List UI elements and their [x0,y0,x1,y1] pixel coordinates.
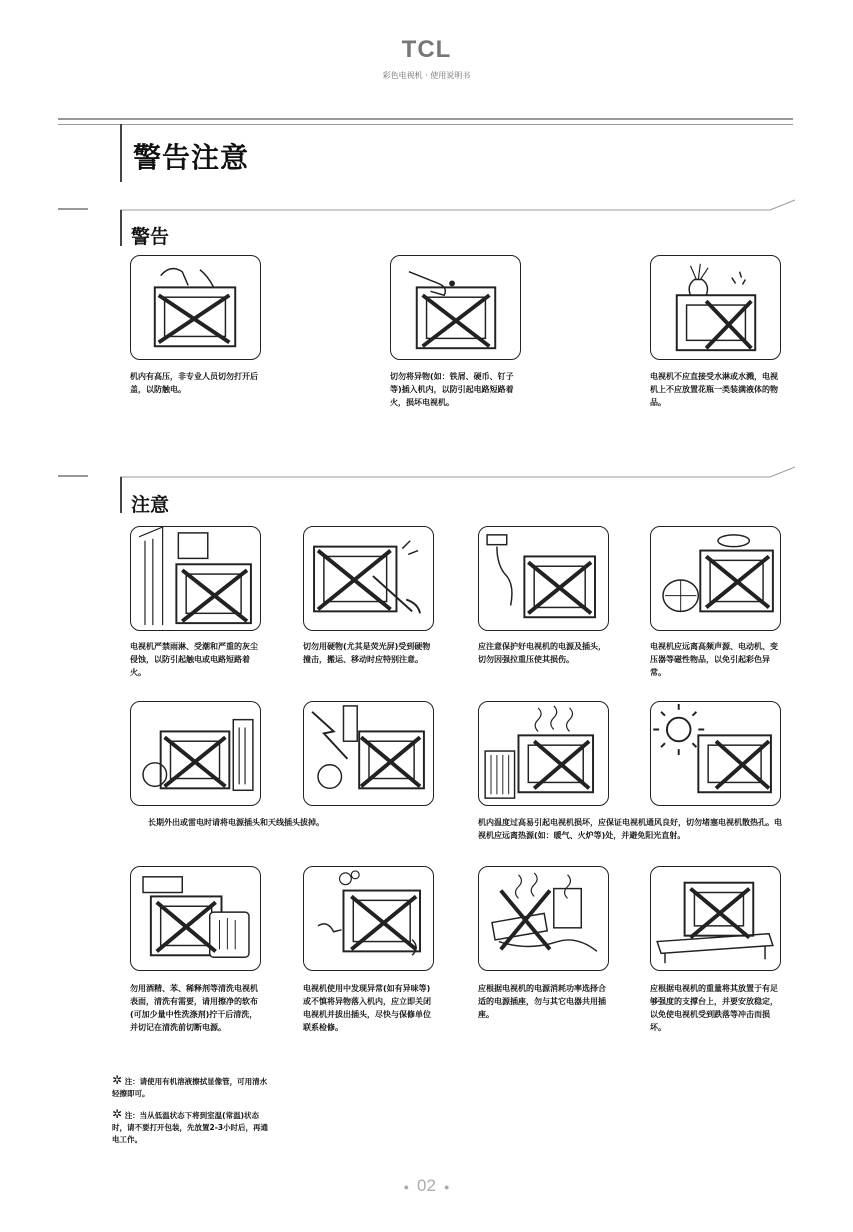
title-rule-thin [58,124,793,125]
caution-illustration-1 [130,526,261,631]
tv-near-window-icon [131,527,260,630]
caution-caption-row2-right: 机内温度过高易引起电视机损坏，应保证电视机通风良好，切勿堵塞电视机散热孔。电视机应远离热源(如：暖气、火炉等)处，并避免阳光直射。 [478,818,782,840]
fan-magnet-near-tv-icon [651,527,780,630]
warning-heading: 警告 [131,226,170,248]
caution-caption-3: 应注意保护好电视机的电源及插头，切勿因强拉重压使其损伤。 [478,642,606,664]
warning-illustration-3 [650,255,781,360]
asterisk-icon: ✲ [112,1073,123,1087]
sun-on-tv-icon [651,702,780,805]
warning-bar [120,210,122,246]
caution-illustration-2 [303,526,434,631]
caution-caption-9: 勿用酒精、苯、稀释剂等清洗电视机表面，清洗有需要，请用擦净的软布(可加少量中性洗涤剂)拧干后清洗，并切记在清洗前切断电源。 [130,984,258,1032]
caution-illustration-7 [478,701,609,806]
warning-illustration-2 [390,255,521,360]
caution-illustration-3 [478,526,609,631]
caution-illustration-5 [130,701,261,806]
heater-near-tv-icon [479,702,608,805]
caution-bar [120,477,122,513]
note-1 [112,1074,272,1100]
warning-divider [120,198,795,214]
warning-caption-1: 机内有高压，非专业人员切勿打开后盖，以防触电。 [130,372,258,394]
asterisk-icon: ✲ [112,1107,123,1121]
screwdriver-scratching-tv-icon [304,527,433,630]
manual-subtitle: 彩色电视机 · 使用说明书 [382,71,471,80]
brand-logo: TCL [401,36,452,63]
note-1-text: 注：请使用有机溶液擦拭显像管，可用清水轻擦即可。 [112,1077,268,1098]
vase-on-tv-icon [651,256,780,359]
caution-divider [120,465,795,481]
caution-illustration-8 [650,701,781,806]
unstable-stand-icon [651,867,780,970]
caution-illustration-4 [650,526,781,631]
caution-illustration-12 [650,866,781,971]
caution-illustration-9 [130,866,261,971]
page-footer [0,1176,853,1196]
caution-caption-11: 应根据电视机的电源消耗功率选择合适的电源插座，勿与其它电器共用插座。 [478,984,606,1019]
note-2-text: 注：当从低温状态下将到室温(常温)状态时，请不要打开包装，先放置2-3小时后，再通电工作。 [112,1111,269,1144]
title-rule [58,118,793,120]
caution-illustration-10 [303,866,434,971]
warning-caption-2: 切勿将异物(如：铁屑、硬币、钉子等)插入机内，以防引起电路短路着火，损坏电视机。 [390,372,514,407]
warning-illustration-1 [130,255,261,360]
bullet-icon: ● [443,1181,450,1192]
plug-and-cord-icon [479,527,608,630]
smoke-from-tv-icon [304,867,433,970]
title-bar [120,124,122,182]
hands-opening-tv-back-icon [131,256,260,359]
caution-caption-12: 应根据电视机的重量将其放置于有足够强度的支撑台上，并要安放稳定，以免使电视机受到跌落等冲击而损坏。 [650,984,778,1032]
caution-caption-1: 电视机严禁雨淋、受潮和严重的灰尘侵蚀，以防引起触电或电路短路着火。 [130,642,258,677]
caution-caption-2: 切勿用硬物(尤其是荧光屏)受到硬物撞击，搬运、移动时应特别注意。 [303,642,431,664]
lightning-storm-icon [304,702,433,805]
warning-caption-3: 电视机不应直接受水淋或水溅，电视机上不应放置花瓶一类装满液体的物品。 [650,372,778,407]
caution-caption-row2-left: 长期外出或雷电时请将电源插头和天线插头拔掉。 [148,818,324,827]
hand-inserting-object-icon [391,256,520,359]
caution-stub [58,475,88,477]
warning-stub [58,208,88,210]
note-2 [112,1108,272,1146]
caution-illustration-6 [303,701,434,806]
unplug-antenna-icon [131,702,260,805]
caution-heading: 注意 [131,494,170,516]
power-strip-overload-icon [479,867,608,970]
spray-cleaning-icon [131,867,260,970]
caution-caption-10: 电视机使用中发现异常(如有异味等)或不慎将异物落入机内，应立即关闭电视机并拔出插头，尽快与保修单位联系检修。 [303,984,431,1032]
caution-illustration-11 [478,866,609,971]
bullet-icon: ● [403,1181,410,1192]
page-title: 警告注意 [133,141,250,174]
caution-caption-4: 电视机应远离高频声源、电动机、变压器等磁性物品，以免引起彩色异常。 [650,642,778,677]
page-number: 02 [417,1176,436,1195]
